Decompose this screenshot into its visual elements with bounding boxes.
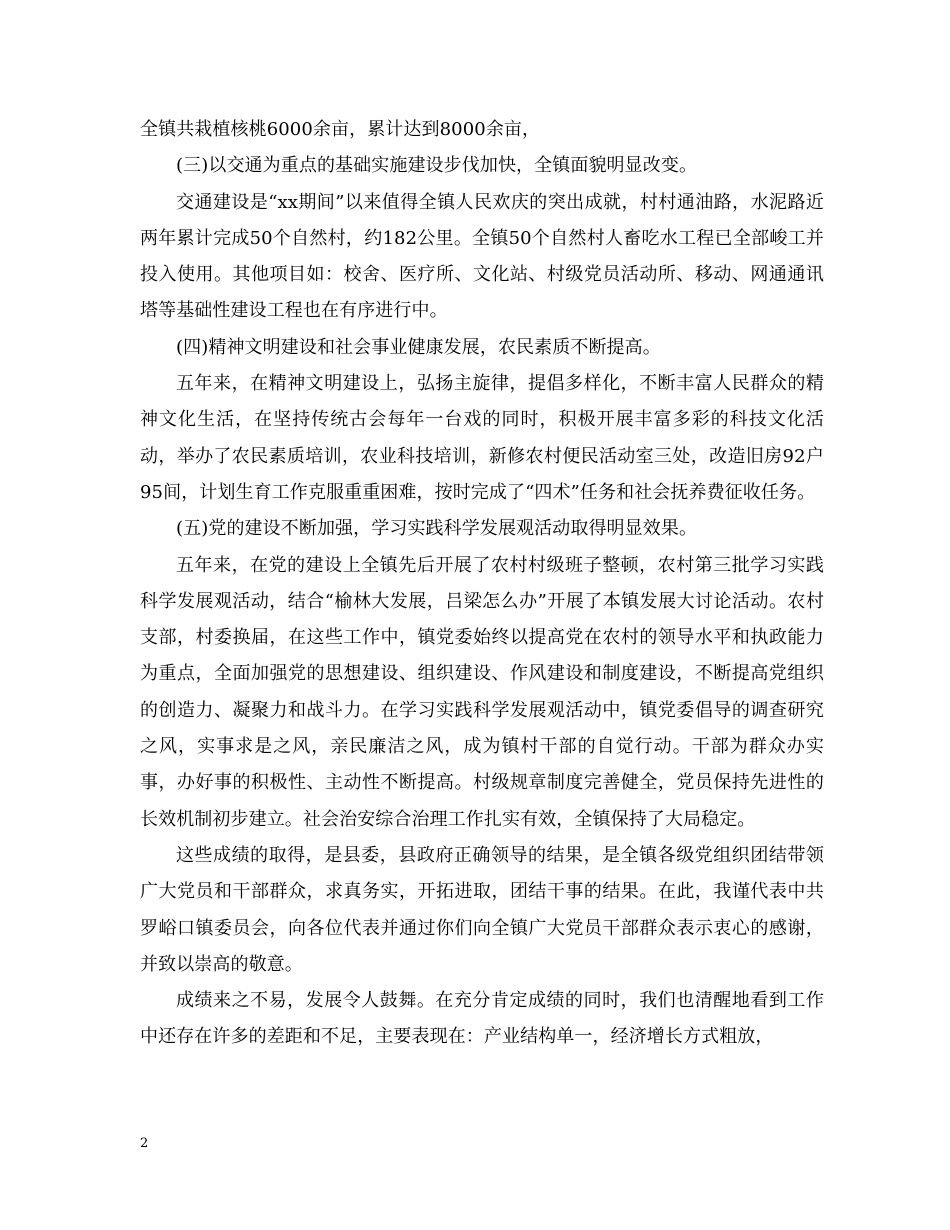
heading-spiritual-civilization: (四)精神文明建设和社会事业健康发展，农民素质不断提高。 <box>176 336 661 358</box>
paragraph-party-building: 五年来，在党的建设上全镇先后开展了农村村级班子整顿，农村第三批学习实践科学发展观活动，结合“榆林大发展，吕梁怎么办”开展了本镇发展大讨论活动。农村支部，村委换届，在这些工作中，镇党委始终以提高党在农村的领导水平和执政能力为重点，全面加强党的思想建设、组织建设、作风建设和制度建设，不断提高党组织的创造力、凝聚力和战斗力。在学习实践科学发展观活动中，镇党委倡导的调查研究之风，实事求是之风，亲民廉洁之风，成为镇村干部的自觉行动。干部为群众办实事，办好事的积极性、主动性不断提高。村级规章制度完善健全，党员保持先进性的长效机制初步建立。社会治安综合治理工作扎实有效，全镇保持了大局稳定。 <box>140 554 824 830</box>
heading-transport-infrastructure: (三)以交通为重点的基础实施建设步伐加快，全镇面貌明显改变。 <box>176 155 698 177</box>
page-number: 2 <box>140 1136 149 1151</box>
body-text <box>140 112 824 1056</box>
paragraph-shortcomings: 成绩来之不易，发展令人鼓舞。在充分肯定成绩的同时，我们也清醒地看到工作中还存在许多的差距和不足，主要表现在：产业结构单一，经济增长方式粗放， <box>140 990 824 1048</box>
paragraph-walnut-planting: 全镇共栽植核桃6000余亩，累计达到8000余亩， <box>140 119 541 140</box>
heading-party-building: (五)党的建设不断加强，学习实践科学发展观活动取得明显效果。 <box>176 518 698 540</box>
paragraph-transport-construction: 交通建设是“xx期间”以来值得全镇人民欢庆的突出成就，村村通油路，水泥路近两年累计完成50个自然村，约182公里。全镇50个自然村人畜吃水工程已全部峻工并投入使用。其他项目如：校舍、医疗所、文化站、村级党员活动所、移动、网通通讯塔等基础性建设工程也在有序进行中。 <box>140 191 824 322</box>
paragraph-spiritual-civilization: 五年来，在精神文明建设上，弘扬主旋律，提倡多样化，不断丰富人民群众的精神文化生活，在坚持传统古会每年一台戏的同时，积极开展丰富多彩的科技文化活动，举办了农民素质培训，农业科技培训，新修农村便民活动室三处，改造旧房92户95间，计划生育工作克服重重困难，按时完成了“四术”任务和社会抚养费征收任务。 <box>140 373 824 503</box>
paragraph-achievements-thanks: 这些成绩的取得，是县委，县政府正确领导的结果，是全镇各级党组织团结带领广大党员和干部群众，求真务实，开拓进取，团结干事的结果。在此，我谨代表中共罗峪口镇委员会，向各位代表并通过你们向全镇广大党员干部群众表示衷心的感谢，并致以崇高的敬意。 <box>140 844 824 975</box>
